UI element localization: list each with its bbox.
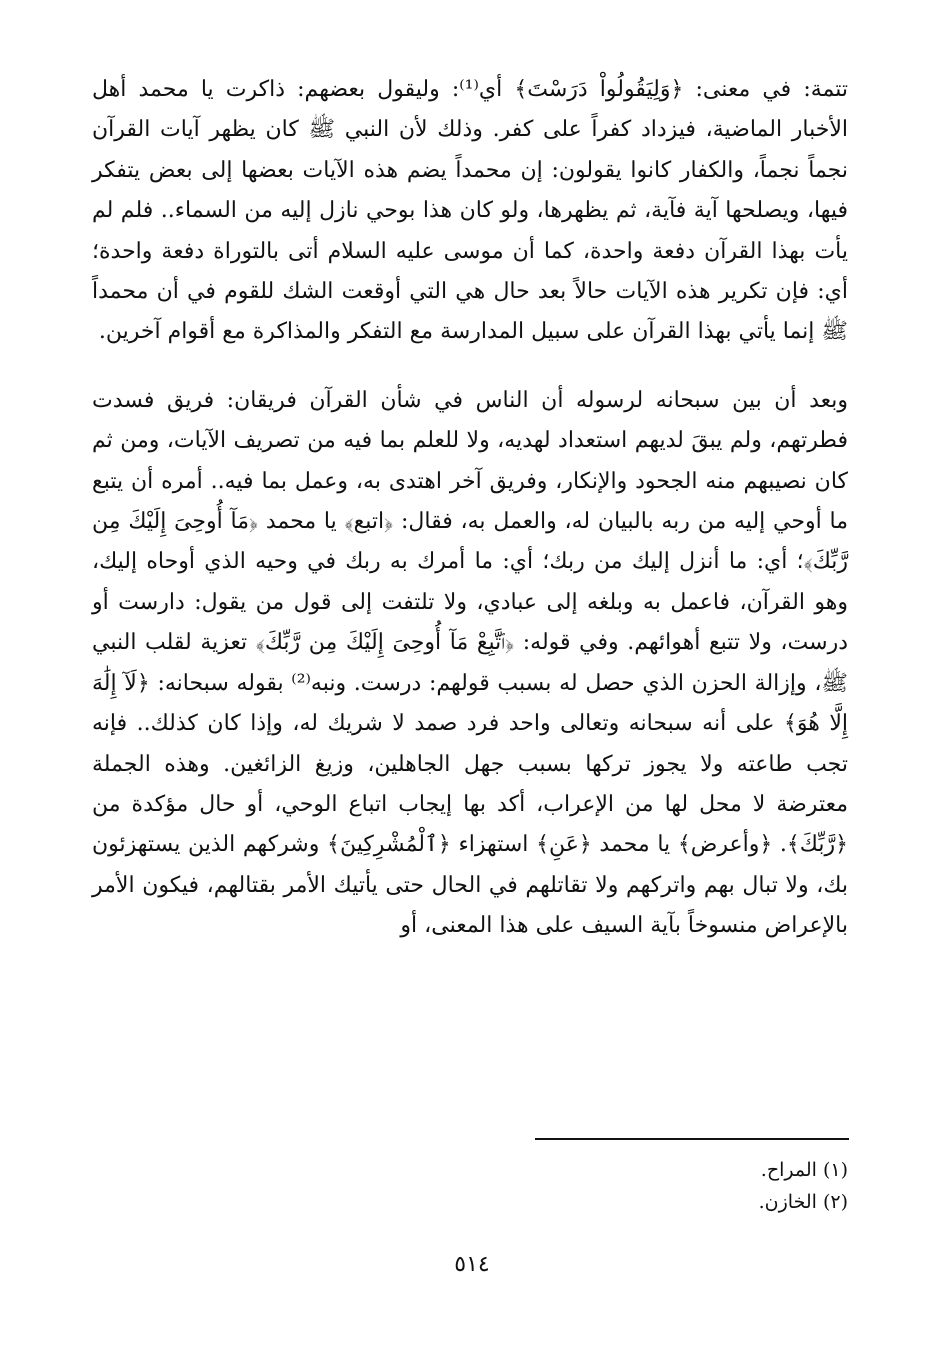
- footnote-1: (١) المراح.: [760, 1159, 848, 1181]
- paragraph-2: وبعد أن بين سبحانه لرسوله أن الناس في شأن القرآن فريقان: فريق فسدت فطرتهم، ولم يبقَ لديهم استعداد لهديه، ولا للعلم بما فيه من تصريف الآيات، ومن ثم كان نصيبهم منه الجحود والإنكار، وفريق آخر اهتدى به، وعمل بما فيه.. أمره أن يتبع ما أوحي إليه من ربه بالبيان له، والعمل به، فقال: ﴿اتبع﴾ يا محمد ﴿مَآ أُوحِىَ إِلَيْكَ مِن رَّبِّكَ﴾؛ أي: ما أنزل إليك من ربك؛ أي: ما أمرك به ربك في وحيه الذي أوحاه إليك، وهو القرآن، فاعمل به وبلغه إلى عبادي، ولا تلتفت إلى قول من يقول: دارست أو درست، ولا تتبع أهوائهم. وفي قوله: ﴿ٱتَّبِعْ مَآ أُوحِىَ إِلَيْكَ مِن رَّبِّكَ﴾ تعزية لقلب النبي ﷺ، وإزالة الحزن الذي حصل له بسبب قولهم: درست. ونبه⁽²⁾ بقوله سبحانه: ﴿لَآ إِلَٰهَ إِلَّا هُوَ﴾ على أنه سبحانه وتعالى واحد فرد صمد لا شريك له، وإذا كان كذلك.. فإنه تجب طاعته ولا يجوز تركها بسبب جهل الجاهلين، وزيغ الزائغين. وهذه الجملة معترضة لا محل لها من الإعراب، أكد بها إيجاب اتباع الوحي، أو حال مؤكدة من ﴿رَّبِّكَ﴾. ﴿وأعرض﴾ يا محمد ﴿عَنِ﴾ استهزاء ﴿ٱلْمُشْرِكِينَ﴾ وشركهم الذين يستهزئون بك، ولا تبال بهم واتركهم ولا تقاتلهم في الحال حتى يأتيك الأمر بقتالهم، فيكون الأمر بالإعراض منسوخاً بآية السيف على هذا المعنى، أو: [92, 387, 848, 939]
- page-body: [92, 70, 848, 947]
- footnote-divider: [535, 1138, 849, 1140]
- page-number: ٥١٤: [454, 1252, 490, 1277]
- footnotes: [348, 1154, 848, 1218]
- paragraph-1: تتمة: في معنى: ﴿وَلِيَقُولُواْ دَرَسْتَ﴾ أي⁽¹⁾: وليقول بعضهم: ذاكرت يا محمد أهل الأخبار الماضية، فيزداد كفراً على كفر. وذلك لأن النبي ﷺ كان يظهر آيات القرآن نجماً نجماً، والكفار كانوا يقولون: إن محمداً يضم هذه الآيات بعضها إلى بعض يتفكر فيها، ويصلحها آية فآية، ثم يظهرها، ولو كان هذا بوحي نازل إليه من السماء.. فلم لم يأت بهذا القرآن دفعة واحدة، كما أن موسى عليه السلام أتى بالتوراة دفعة واحدة؛ أي: فإن تكرير هذه الآيات حالاً بعد حال هي التي أوقعت الشك للقوم في أن محمداً ﷺ إنما يأتي بهذا القرآن على سبيل المدارسة مع التفكر والمذاكرة مع أقوام آخرين.: [92, 77, 849, 345]
- footnote-2: (٢) الخازن.: [758, 1191, 848, 1213]
